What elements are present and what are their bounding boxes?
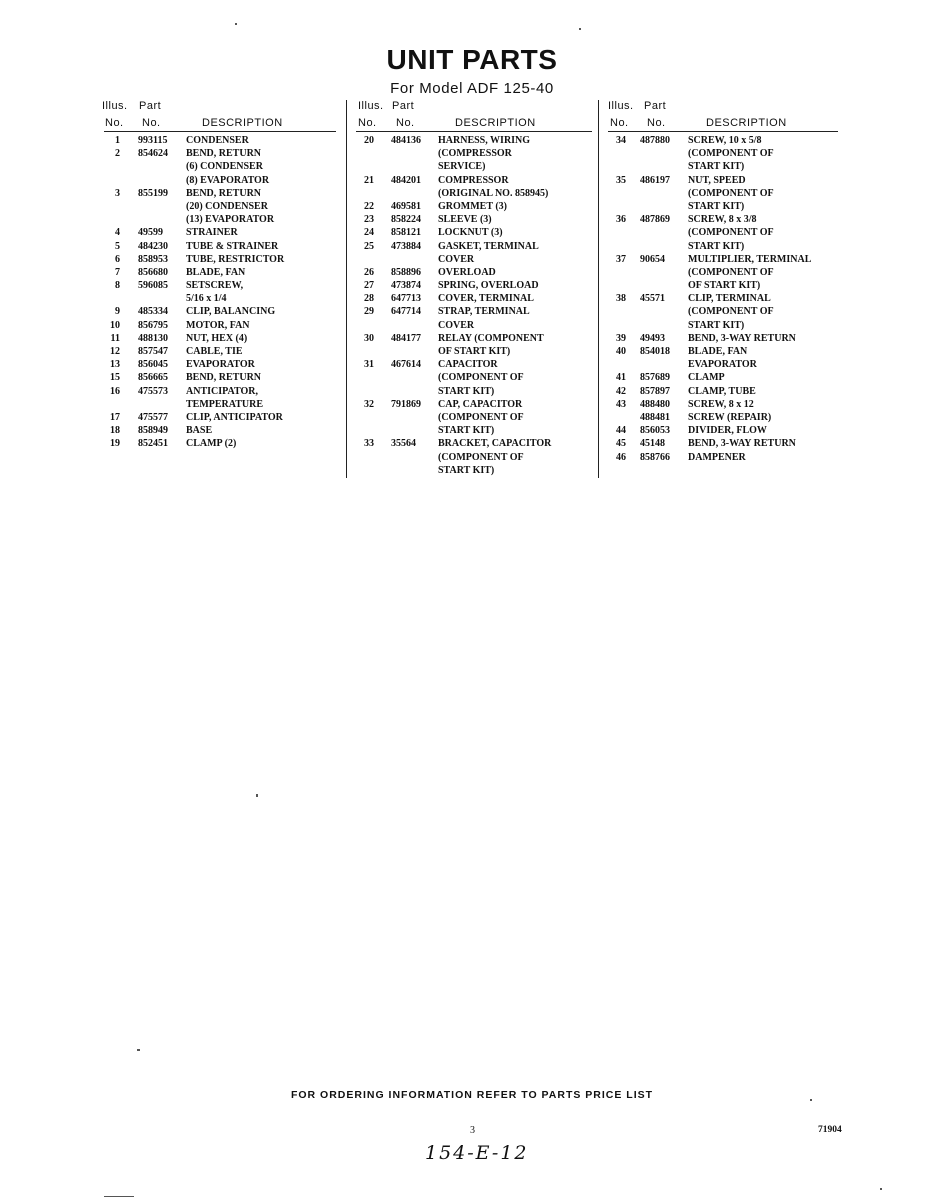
illus-number: 11	[110, 332, 120, 344]
part-description: OVERLOAD	[438, 266, 496, 278]
part-row	[608, 213, 840, 226]
illus-number: 20	[364, 135, 374, 146]
part-row	[608, 411, 840, 424]
part-description: (13) EVAPORATOR	[186, 214, 275, 226]
column-header	[608, 100, 840, 134]
scan-speck	[579, 28, 581, 30]
part-description: GASKET, TERMINAL	[438, 240, 539, 252]
part-row	[104, 437, 336, 450]
part-row	[104, 174, 336, 187]
part-number: 45571	[640, 293, 665, 305]
part-row	[104, 371, 336, 384]
part-number: 856680	[138, 266, 168, 278]
part-row	[356, 187, 588, 200]
part-description: CLAMP, TUBE	[688, 385, 756, 397]
illus-number: 17	[110, 411, 120, 423]
part-row	[608, 424, 840, 437]
column-header	[356, 100, 588, 134]
part-number: 35564	[391, 438, 416, 450]
part-description: START KIT)	[438, 464, 495, 476]
part-header-bottom: No.	[142, 117, 161, 129]
part-description: TUBE, RESTRICTOR	[186, 253, 285, 265]
part-row	[608, 187, 840, 200]
illus-number: 24	[364, 227, 374, 239]
illus-number: 39	[616, 332, 626, 344]
part-description: BEND, RETURN	[186, 148, 262, 160]
document-number: 71904	[818, 1125, 842, 1135]
part-row	[608, 174, 840, 187]
part-description: CLAMP (2)	[186, 438, 237, 450]
part-row	[104, 253, 336, 266]
part-row	[608, 200, 840, 213]
part-description: CAPACITOR	[438, 359, 498, 371]
part-number: 473884	[391, 240, 421, 252]
part-description: GROMMET (3)	[438, 200, 507, 212]
illus-number: 7	[115, 266, 120, 278]
part-number: 854624	[138, 148, 168, 160]
part-number: 857689	[640, 372, 670, 384]
illus-header-bottom: No.	[358, 117, 377, 129]
part-description: (COMPONENT OF	[688, 187, 774, 199]
part-row	[356, 424, 588, 437]
part-number: 488480	[640, 398, 670, 410]
part-row	[104, 345, 336, 358]
part-number: 487880	[640, 135, 670, 146]
illus-number: 2	[115, 148, 120, 160]
part-number: 49599	[138, 227, 163, 239]
part-row	[356, 279, 588, 292]
part-row	[356, 437, 588, 450]
illus-number: 26	[364, 266, 374, 278]
part-row	[356, 134, 588, 147]
illus-number: 42	[616, 385, 626, 397]
part-description: (6) CONDENSER	[186, 161, 263, 173]
part-description: START KIT)	[688, 200, 745, 212]
part-number: 90654	[640, 253, 665, 265]
part-header-bottom: No.	[396, 117, 415, 129]
part-description: CAP, CAPACITOR	[438, 398, 523, 410]
part-row	[104, 213, 336, 226]
part-row	[608, 160, 840, 173]
illus-number: 10	[110, 319, 120, 331]
part-description: SPRING, OVERLOAD	[438, 280, 539, 292]
part-description: (COMPONENT OF	[688, 306, 774, 318]
part-description: COMPRESSOR	[438, 174, 509, 186]
parts-list	[104, 134, 336, 451]
part-description: BEND, RETURN	[186, 372, 262, 384]
scan-speck	[880, 1188, 882, 1190]
part-description: CLIP, ANTICIPATOR	[186, 411, 283, 423]
part-row	[608, 451, 840, 464]
part-row	[356, 451, 588, 464]
illus-number: 45	[616, 438, 626, 450]
illus-number: 22	[364, 200, 374, 212]
part-row	[356, 226, 588, 239]
illus-number: 31	[364, 359, 374, 371]
part-row	[104, 424, 336, 437]
part-row	[608, 437, 840, 450]
illus-number: 36	[616, 214, 626, 226]
parts-list	[356, 134, 588, 477]
illus-number: 46	[616, 451, 626, 463]
illus-number: 30	[364, 332, 374, 344]
description-header: DESCRIPTION	[202, 117, 283, 129]
part-description: SERVICE)	[438, 161, 486, 173]
part-description: OF START KIT)	[688, 280, 761, 292]
part-description: SCREW, 10 x 5/8	[688, 135, 762, 146]
part-row	[104, 305, 336, 318]
part-number: 469581	[391, 200, 421, 212]
part-description: CLIP, TERMINAL	[688, 293, 771, 305]
part-number: 467614	[391, 359, 421, 371]
part-row	[356, 292, 588, 305]
part-number: 486197	[640, 174, 670, 186]
part-number: 858953	[138, 253, 168, 265]
part-description: NUT, SPEED	[688, 174, 746, 186]
part-description: STRAP, TERMINAL	[438, 306, 530, 318]
part-row	[608, 332, 840, 345]
part-number: 488481	[640, 411, 670, 423]
illus-number: 21	[364, 174, 374, 186]
illus-number: 5	[115, 240, 120, 252]
part-description: START KIT)	[688, 319, 745, 331]
part-row	[608, 253, 840, 266]
part-row	[356, 345, 588, 358]
part-number: 856053	[640, 425, 670, 437]
illus-header-bottom: No.	[610, 117, 629, 129]
illus-number: 23	[364, 214, 374, 226]
part-description: BLADE, FAN	[688, 346, 748, 357]
part-description: DIVIDER, FLOW	[688, 425, 767, 437]
part-number: 856665	[138, 372, 168, 384]
illus-number: 12	[110, 346, 120, 357]
part-description: (COMPRESSOR	[438, 148, 512, 160]
illus-number: 44	[616, 425, 626, 437]
part-row	[104, 240, 336, 253]
illus-header-top: Illus.	[102, 100, 128, 112]
part-number: 475573	[138, 385, 168, 397]
part-number: 858896	[391, 266, 421, 278]
illus-number: 34	[616, 135, 626, 146]
part-description: (COMPONENT OF	[438, 372, 524, 384]
part-description: (COMPONENT OF	[688, 148, 774, 160]
part-row	[608, 292, 840, 305]
part-description: START KIT)	[438, 385, 495, 397]
illus-number: 15	[110, 372, 120, 384]
part-number: 858949	[138, 425, 168, 437]
page-title: UNIT PARTS	[386, 44, 558, 75]
part-row	[608, 240, 840, 253]
part-row	[356, 266, 588, 279]
part-row	[356, 240, 588, 253]
part-row	[356, 371, 588, 384]
part-row	[356, 411, 588, 424]
part-row	[356, 213, 588, 226]
description-header: DESCRIPTION	[706, 117, 787, 129]
part-row	[608, 371, 840, 384]
part-row	[356, 200, 588, 213]
part-row	[356, 305, 588, 318]
scan-speck	[810, 1099, 812, 1101]
part-row	[104, 200, 336, 213]
part-row	[104, 266, 336, 279]
part-row	[356, 398, 588, 411]
part-number: 647713	[391, 293, 421, 305]
illus-header-top: Illus.	[608, 100, 634, 112]
part-description: MULTIPLIER, TERMINAL	[688, 253, 812, 265]
page-number: 3	[470, 1125, 475, 1136]
column-header	[104, 100, 336, 134]
part-description: NUT, HEX (4)	[186, 332, 248, 344]
part-number: 855199	[138, 187, 168, 199]
part-description: START KIT)	[688, 240, 745, 252]
page-subtitle: For Model ADF 125-40	[390, 80, 554, 97]
part-row	[356, 147, 588, 160]
part-description: BRACKET, CAPACITOR	[438, 438, 552, 450]
illus-number: 1	[115, 135, 120, 146]
part-header-top: Part	[139, 100, 162, 112]
part-number: 852451	[138, 438, 168, 450]
part-description: LOCKNUT (3)	[438, 227, 503, 239]
part-row	[608, 358, 840, 371]
part-number: 854018	[640, 346, 670, 357]
part-row	[104, 160, 336, 173]
part-number: 484136	[391, 135, 421, 146]
part-header-top: Part	[644, 100, 667, 112]
part-row	[104, 279, 336, 292]
part-description: SETSCREW,	[186, 280, 244, 292]
part-description: MOTOR, FAN	[186, 319, 250, 331]
column-divider	[598, 100, 599, 478]
illus-number: 25	[364, 240, 374, 252]
header-rule	[104, 131, 336, 132]
illus-header-bottom: No.	[105, 117, 124, 129]
part-row	[104, 385, 336, 398]
header-rule	[608, 131, 838, 132]
part-description: BEND, 3-WAY RETURN	[688, 332, 796, 344]
part-description: SCREW (REPAIR)	[688, 411, 772, 423]
illus-number: 9	[115, 306, 120, 318]
part-row	[608, 226, 840, 239]
part-row	[104, 147, 336, 160]
parts-list	[608, 134, 840, 464]
part-row	[608, 147, 840, 160]
part-number: 484177	[391, 332, 421, 344]
part-row	[608, 266, 840, 279]
illus-header-top: Illus.	[358, 100, 384, 112]
scan-speck	[104, 1196, 134, 1197]
illus-number: 43	[616, 398, 626, 410]
part-number: 856795	[138, 319, 168, 331]
part-description: (ORIGINAL NO. 858945)	[438, 187, 549, 199]
part-description: TEMPERATURE	[186, 398, 264, 410]
part-number: 485334	[138, 306, 168, 318]
parts-column-1	[104, 100, 336, 451]
part-description: TUBE & STRAINER	[186, 240, 279, 252]
part-description: ANTICIPATOR,	[186, 385, 258, 397]
part-number: 484201	[391, 174, 421, 186]
ordering-note: FOR ORDERING INFORMATION REFER TO PARTS PRICE LIST	[290, 1089, 654, 1101]
part-number: 647714	[391, 306, 421, 318]
part-description: CONDENSER	[186, 135, 249, 146]
illus-number: 18	[110, 425, 120, 437]
part-description: 5/16 x 1/4	[186, 293, 227, 305]
part-row	[104, 358, 336, 371]
part-description: CLAMP	[688, 372, 725, 384]
part-description: (COMPONENT OF	[438, 451, 524, 463]
part-row	[608, 319, 840, 332]
part-description: SCREW, 8 x 12	[688, 398, 754, 410]
part-row	[356, 385, 588, 398]
part-description: (COMPONENT OF	[688, 266, 774, 278]
part-header-top: Part	[392, 100, 415, 112]
part-description: COVER	[438, 253, 475, 265]
part-number: 488130	[138, 332, 168, 344]
illus-number: 6	[115, 253, 120, 265]
part-row	[104, 319, 336, 332]
part-description: START KIT)	[688, 161, 745, 173]
part-row	[104, 134, 336, 147]
part-number: 487869	[640, 214, 670, 226]
part-row	[608, 385, 840, 398]
part-description: CABLE, TIE	[186, 346, 243, 357]
part-number: 856045	[138, 359, 168, 371]
part-description: BASE	[186, 425, 213, 437]
part-description: HARNESS, WIRING	[438, 135, 531, 146]
illus-number: 41	[616, 372, 626, 384]
part-description: (COMPONENT OF	[688, 227, 774, 239]
illus-number: 8	[115, 280, 120, 292]
illus-number: 33	[364, 438, 374, 450]
part-row	[104, 398, 336, 411]
illus-number: 40	[616, 346, 626, 357]
part-description: SCREW, 8 x 3/8	[688, 214, 757, 226]
part-description: STRAINER	[186, 227, 238, 239]
part-description: BEND, 3-WAY RETURN	[688, 438, 796, 450]
part-description: BLADE, FAN	[186, 266, 246, 278]
description-header: DESCRIPTION	[455, 117, 536, 129]
illus-number: 3	[115, 187, 120, 199]
part-row	[104, 226, 336, 239]
part-description: (COMPONENT OF	[438, 411, 524, 423]
part-row	[608, 305, 840, 318]
part-row	[356, 319, 588, 332]
illus-number: 13	[110, 359, 120, 371]
column-divider	[346, 100, 347, 478]
part-description: EVAPORATOR	[688, 359, 757, 371]
part-row	[608, 134, 840, 147]
illus-number: 16	[110, 385, 120, 397]
scan-speck	[256, 794, 258, 797]
part-number: 49493	[640, 332, 665, 344]
part-row	[608, 345, 840, 358]
illus-number: 4	[115, 227, 120, 239]
part-description: BEND, RETURN	[186, 187, 262, 199]
part-number: 473874	[391, 280, 421, 292]
part-row	[356, 464, 588, 477]
part-number: 484230	[138, 240, 168, 252]
part-row	[104, 332, 336, 345]
illus-number: 37	[616, 253, 626, 265]
part-row	[608, 279, 840, 292]
part-number: 857897	[640, 385, 670, 397]
part-number: 475577	[138, 411, 168, 423]
part-row	[608, 398, 840, 411]
scan-speck	[235, 23, 237, 25]
part-row	[104, 411, 336, 424]
part-row	[356, 358, 588, 371]
part-description: CLIP, BALANCING	[186, 306, 276, 318]
part-header-bottom: No.	[647, 117, 666, 129]
part-row	[356, 174, 588, 187]
part-description: SLEEVE (3)	[438, 214, 492, 226]
part-description: COVER	[438, 319, 475, 331]
illus-number: 19	[110, 438, 120, 450]
illus-number: 32	[364, 398, 374, 410]
part-number: 791869	[391, 398, 421, 410]
handwritten-note: 154-E-12	[425, 1142, 529, 1164]
part-row	[356, 332, 588, 345]
header-rule	[356, 131, 592, 132]
part-description: OF START KIT)	[438, 346, 511, 357]
part-number: 993115	[138, 135, 168, 146]
part-description: DAMPENER	[688, 451, 746, 463]
part-description: RELAY (COMPONENT	[438, 332, 544, 344]
part-number: 596085	[138, 280, 168, 292]
parts-column-3	[608, 100, 840, 464]
part-number: 857547	[138, 346, 168, 357]
part-description: COVER, TERMINAL	[438, 293, 534, 305]
part-row	[356, 160, 588, 173]
part-description: START KIT)	[438, 425, 495, 437]
part-description: (8) EVAPORATOR	[186, 174, 270, 186]
illus-number: 28	[364, 293, 374, 305]
illus-number: 27	[364, 280, 374, 292]
part-number: 45148	[640, 438, 665, 450]
part-row	[356, 253, 588, 266]
parts-column-2	[356, 100, 588, 477]
part-description: (20) CONDENSER	[186, 200, 268, 212]
illus-number: 35	[616, 174, 626, 186]
illus-number: 38	[616, 293, 626, 305]
part-row	[104, 187, 336, 200]
part-description: EVAPORATOR	[186, 359, 255, 371]
part-row	[104, 292, 336, 305]
illus-number: 29	[364, 306, 374, 318]
part-number: 858121	[391, 227, 421, 239]
part-number: 858224	[391, 214, 421, 226]
scan-speck	[137, 1049, 140, 1051]
part-number: 858766	[640, 451, 670, 463]
